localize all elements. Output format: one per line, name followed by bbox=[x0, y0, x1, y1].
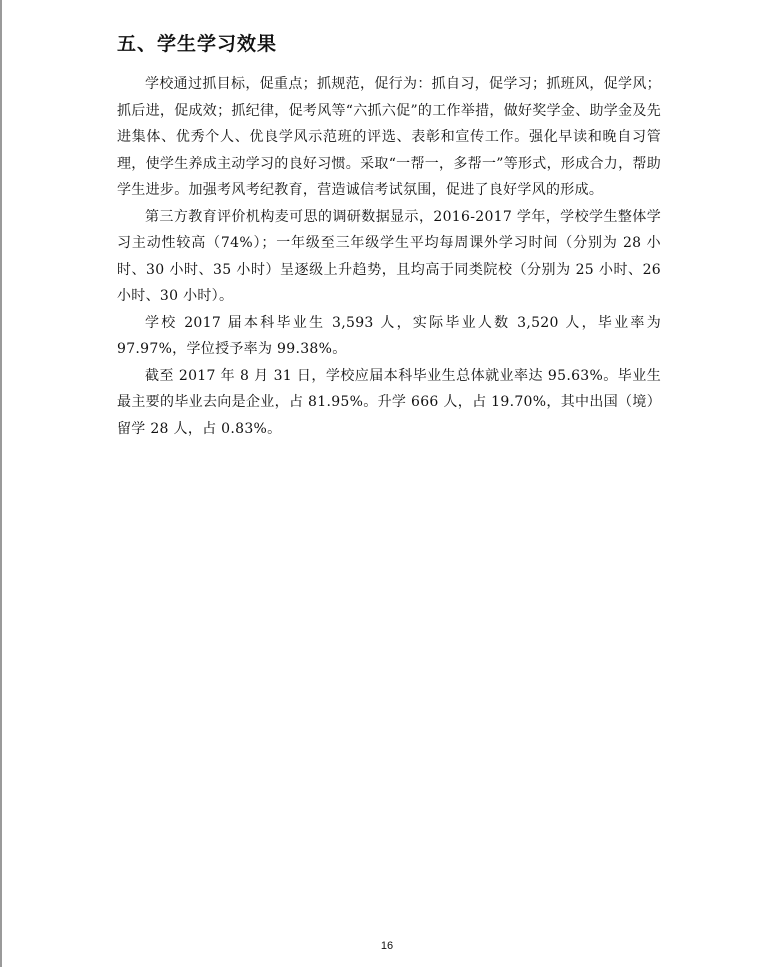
paragraph-graduation-rate: 学校 2017 届本科毕业生 3,593 人，实际毕业人数 3,520 人，毕业率为 97.97%，学位授予率为 99.38%。 bbox=[117, 314, 661, 357]
page-number: 16 bbox=[380, 940, 394, 952]
section-title: 五、学生学习效果 bbox=[117, 33, 278, 55]
page-left-border bbox=[0, 0, 2, 967]
paragraph-employment-rate: 截至 2017 年 8 月 31 日，学校应届本科毕业生总体就业率达 95.63%。毕业生最主要的毕业去向是企业，占 81.95%。升学 666 人，占 19.70%，其中出国（境）留学 28 人，占 0.83%。 bbox=[117, 367, 661, 437]
paragraph-study-measures: 学校通过抓目标，促重点；抓规范，促行为：抓自习，促学习；抓班风，促学风；抓后进，促成效；抓纪律，促考风等“六抓六促”的工作举措，做好奖学金、助学金及先进集体、优秀个人、优良学风示范班的评选、表彰和宣传工作。强化早读和晚自习管理，使学生养成主动学习的良好习惯。采取“一帮一，多帮一”等形式，形成合力，帮助学生进步。加强考风考纪教育，营造诚信考试氛围，促进了良好学风的形成。 bbox=[117, 76, 662, 198]
document-body bbox=[117, 30, 661, 442]
paragraph-survey-data: 第三方教育评价机构麦可思的调研数据显示，2016-2017 学年，学校学生整体学习主动性较高（74%）；一年级至三年级学生平均每周课外学习时间（分别为 28 小时、30 小时、35 小时）呈逐级上升趋势，且均高于同类院校（分别为 25 小时、26 小时、30 小时）。 bbox=[117, 208, 661, 304]
